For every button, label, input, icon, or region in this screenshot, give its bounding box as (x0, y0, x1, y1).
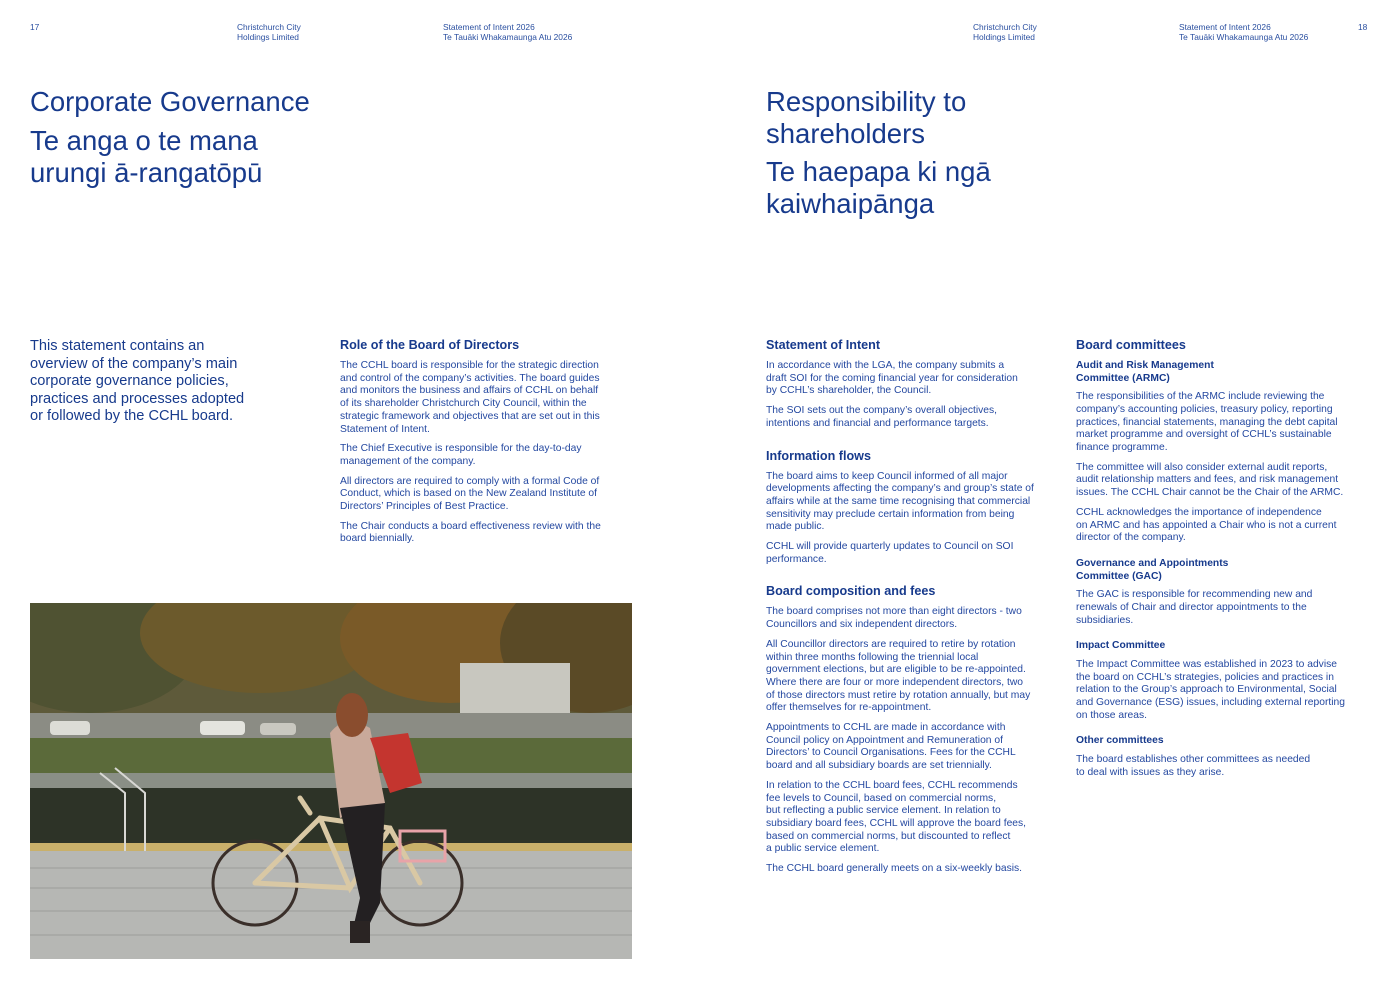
page-title-left: Corporate Governance (30, 86, 310, 117)
impact-paragraph: The Impact Committee was established in 2023 to advise the board on CCHL’s strategies, policies and practices in relation to the Group’s approach to Environmental, Social and Governance (ESG) issues, including external reporting on those areas. (1076, 658, 1346, 721)
page-subtitle-right: Te haepapa ki ngā kaiwhaipānga (766, 156, 991, 219)
section-shareholder-responsibility (766, 337, 1058, 883)
role-paragraph: The Chief Executive is responsible for the day-to-day management of the company. (340, 443, 582, 467)
page-number-right: 18 (1358, 22, 1368, 32)
role-paragraph: All directors are required to comply with a formal Code of Conduct, which is based on the New Zealand Institute of Directors’ Principles of Best Practice. (340, 475, 600, 513)
page-subtitle-left: Te anga o te mana urungi ā-rangatōpū (30, 125, 263, 188)
composition-paragraph: The CCHL board generally meets on a six-weekly basis. (766, 863, 1023, 875)
information-flows-paragraph: CCHL will provide quarterly updates to Council on SOI performance. (766, 541, 1014, 565)
photo-illustration (30, 603, 632, 959)
composition-heading: Board composition and fees (766, 584, 936, 599)
header-doc-right: Statement of Intent 2026 Te Tauāki Whakamaunga Atu 2026 (1179, 22, 1309, 42)
header-doc-left: Statement of Intent 2026 Te Tauāki Whakamaunga Atu 2026 (443, 22, 573, 42)
composition-paragraph: Appointments to CCHL are made in accordance with Council policy on Appointment and Remuneration of Directors’ to Council Organisations. Fees for the CCHL board and all subsidiary boards are set triennially. (766, 722, 1016, 772)
role-heading: Role of the Board of Directors (340, 338, 520, 352)
section-role-of-board (340, 337, 632, 553)
intro-statement: This statement contains an overview of the company’s main corporate governance policies, practices and processes adopted or followed by the CCHL board. (30, 338, 245, 425)
soi-paragraph: The SOI sets out the company’s overall objectives, intentions and financial and performance targets. (766, 405, 998, 429)
composition-paragraph: In relation to the CCHL board fees, CCHL recommends fee levels to Council, based on commercial norms, but reflecting a public service element. In relation to subsidiary board fees, CCHL will approve the board fees, based on commercial norms, but discounted to reflect a public service element. (766, 779, 1027, 855)
other-committees-heading: Other committees (1076, 735, 1164, 747)
page-title-right: Responsibility to shareholders (766, 86, 967, 149)
page-number-left: 17 (30, 22, 40, 32)
header-org-right: Christchurch City Holdings Limited (973, 22, 1037, 42)
committees-heading: Board committees (1076, 338, 1186, 352)
composition-paragraph: All Councillor directors are required to retire by rotation within three months following the triennial local government elections, but are eligible to be re-appointed. Where there are four or more independent directors, two of those directors must retire by rotation annually, but may offer themselves for re-appointment. (766, 638, 1031, 714)
role-paragraph: The CCHL board is responsible for the strategic direction and control of the company’s activities. The board guides and monitors the business and affairs of CCHL on behalf of its shareholder Christchurch City Council, within the strategic framework and objectives that are set out in this Statement of Intent. (340, 360, 600, 435)
information-flows-heading: Information flows (766, 448, 871, 463)
other-committees-paragraph: The board establishes other committees as needed to deal with issues as they arise. (1076, 753, 1311, 778)
gac-paragraph: The GAC is responsible for recommending new and renewals of Chair and director appointments to the subsidiaries. (1076, 589, 1313, 626)
soi-heading: Statement of Intent (766, 338, 881, 352)
information-flows-paragraph: The board aims to keep Council informed of all major developments affecting the company’s and group’s state of affairs while at the same time recognising that commercial sensitivity may preclude certain information from being made public. (766, 470, 1034, 533)
armc-paragraph: The committee will also consider external audit reports, audit relationship matters and fees, and risk management issues. The CCHL Chair cannot be the Chair of the ARMC. (1076, 461, 1344, 499)
section-board-committees (1076, 337, 1368, 786)
role-paragraph: The Chair conducts a board effectiveness review with the board biennially. (340, 520, 601, 545)
armc-paragraph: CCHL acknowledges the importance of independence on ARMC and has appointed a Chair who is not a current director of the company. (1076, 506, 1337, 544)
gac-heading: Governance and Appointments Committee (GAC) (1076, 557, 1229, 582)
armc-paragraph: The responsibilities of the ARMC include reviewing the company’s accounting policies, treasury policy, reporting practices, financial statements, managing the debt capital market programme and oversight of CCHL’s sustainable finance programme. (1076, 391, 1338, 453)
header-org-left: Christchurch City Holdings Limited (237, 22, 301, 42)
impact-heading: Impact Committee (1076, 640, 1166, 652)
soi-paragraph: In accordance with the LGA, the company submits a draft SOI for the coming financial year for consideration by CCHL’s shareholder, the Council. (766, 360, 1018, 397)
cyclist-photo (30, 603, 632, 959)
composition-paragraph: The board comprises not more than eight directors - two Councillors and six independent directors. (766, 606, 1022, 631)
armc-heading: Audit and Risk Management Committee (ARMC) (1076, 360, 1214, 384)
